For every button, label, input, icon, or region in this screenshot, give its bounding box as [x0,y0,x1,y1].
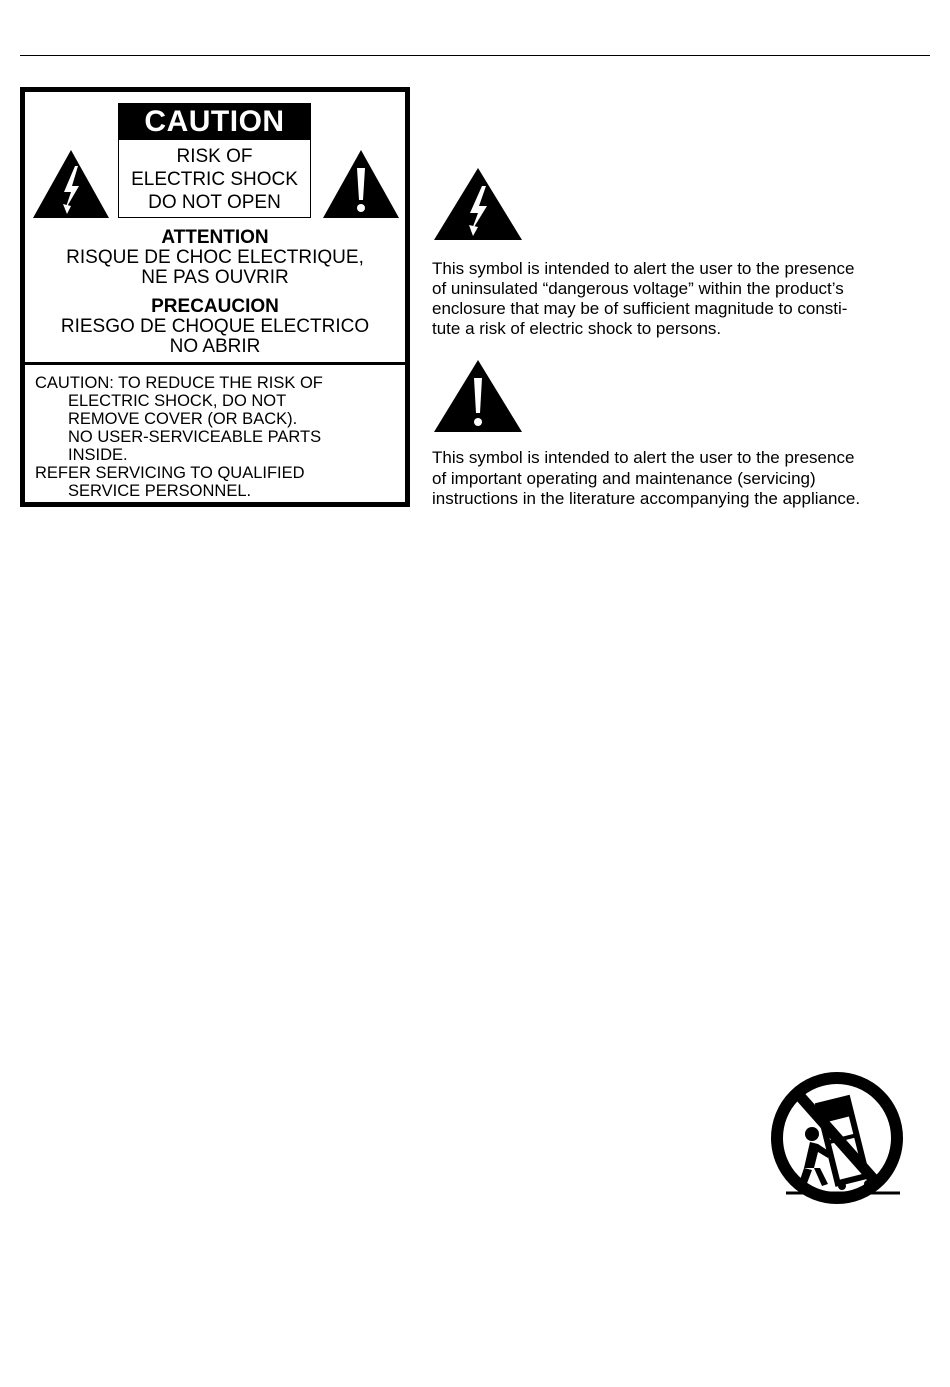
instruction-line: NO USER-SERVICEABLE PARTS [68,428,322,446]
french-warning [25,228,405,288]
top-rule [20,55,930,56]
risk-of-shock-box [118,140,311,218]
risk-line: DO NOT OPEN [148,192,281,213]
instruction-line: CAUTION: TO REDUCE THE RISK OF [35,374,323,392]
instruction-line: ELECTRIC SHOCK, DO NOT [68,392,287,410]
caution-divider [25,362,405,365]
no-cart-tip-icon [768,1072,906,1211]
caution-label [20,87,410,507]
spanish-warning [25,297,405,357]
lightning-triangle-icon [432,166,524,247]
instruction-line: INSIDE. [68,446,128,464]
spanish-line: RIESGO DE CHOQUE ELECTRICO [60,316,370,337]
description-line: This symbol is intended to alert the user to the presence [432,259,855,278]
description-line: instructions in the literature accompanying the appliance. [432,489,861,508]
description-line: of uninsulated “dangerous voltage” within the product’s [432,279,844,298]
lightning-symbol-description [432,259,922,339]
exclamation-triangle-icon [432,358,524,439]
lightning-triangle-icon [31,148,111,225]
exclamation-triangle-icon [321,148,401,225]
exclamation-symbol-description [432,448,932,510]
caution-instructions [35,374,400,500]
instruction-line: REMOVE COVER (OR BACK). [68,410,298,428]
risk-line: ELECTRIC SHOCK [131,169,298,190]
description-line: This symbol is intended to alert the user to the presence [432,448,855,467]
caution-title: CAUTION [118,103,311,140]
instruction-line: SERVICE PERSONNEL. [68,482,252,500]
spanish-line: NO ABRIR [169,336,261,357]
french-line: RISQUE DE CHOC ELECTRIQUE, [66,247,364,268]
french-line: NE PAS OUVRIR [141,267,289,288]
description-line: enclosure that may be of sufficient magnitude to consti- [432,299,848,318]
caution-label-header [25,92,405,362]
risk-line: RISK OF [176,146,253,167]
spanish-heading: PRECAUCION [151,296,279,317]
description-line: of important operating and maintenance (servicing) [432,468,816,488]
instruction-line: REFER SERVICING TO QUALIFIED [35,464,305,482]
french-heading: ATTENTION [161,227,269,248]
description-line: tute a risk of electric shock to persons. [432,319,722,338]
